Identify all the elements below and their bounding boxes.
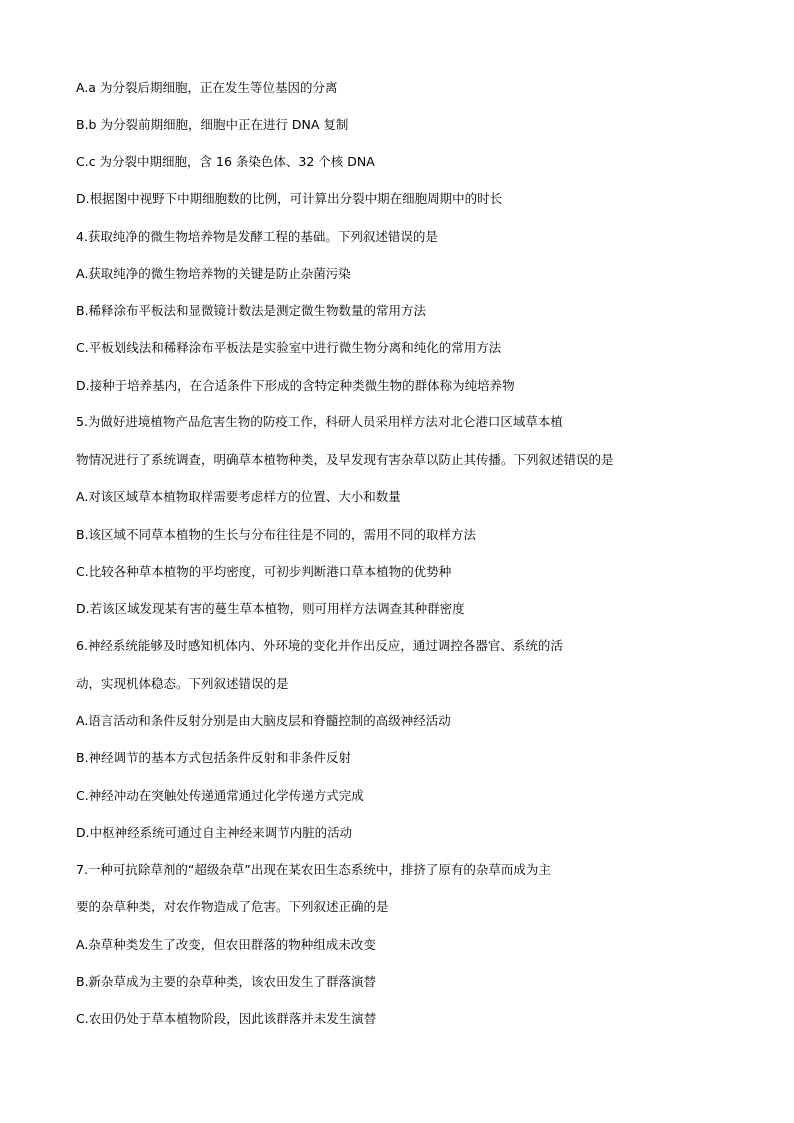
- option-7c: C.农田仍处于草本植物阶段，因此该群落并未发生演替: [76, 1011, 377, 1026]
- option-5a: A.对该区域草本植物取样需要考虑样方的位置、大小和数量: [76, 489, 401, 504]
- question-6-stem-line-1: 6.神经系统能够及时感知机体内、外环境的变化并作出反应，通过调控各器官、系统的活: [76, 638, 563, 653]
- question-4-stem: 4.获取纯净的微生物培养物是发酵工程的基础。下列叙述错误的是: [76, 229, 438, 244]
- option-6c: C.神经冲动在突触处传递通常通过化学传递方式完成: [76, 788, 364, 803]
- option-4c: C.平板划线法和稀释涂布平板法是实验室中进行微生物分离和纯化的常用方法: [76, 340, 502, 355]
- question-7-stem-line-2: 要的杂草种类，对农作物造成了危害。下列叙述正确的是: [76, 899, 389, 914]
- option-5c: C.比较各种草本植物的平均密度，可初步判断港口草本植物的优势种: [76, 564, 452, 579]
- option-5b: B.该区域不同草本植物的生长与分布往往是不同的，需用不同的取样方法: [76, 527, 477, 542]
- question-5-stem-line-1: 5.为做好进境植物产品危害生物的防疫工作，科研人员采用样方法对北仑港口区域草本植: [76, 414, 563, 429]
- option-6d: D.中枢神经系统可通过自主神经来调节内脏的活动: [76, 825, 353, 840]
- option-4d: D.接种于培养基内，在合适条件下形成的含特定种类微生物的群体称为纯培养物: [76, 378, 515, 393]
- option-6a: A.语言活动和条件反射分别是由大脑皮层和脊髓控制的高级神经活动: [76, 713, 451, 728]
- question-6-stem-line-2: 动，实现机体稳态。下列叙述错误的是: [76, 676, 289, 691]
- option-7a: A.杂草种类发生了改变，但农田群落的物种组成未改变: [76, 937, 376, 952]
- option-7b: B.新杂草成为主要的杂草种类，该农田发生了群落演替: [76, 974, 377, 989]
- option-3b: B.b 为分裂前期细胞，细胞中正在进行 DNA 复制: [76, 117, 349, 132]
- question-7-stem-line-1: 7.一种可抗除草剂的“超级杂草”出现在某农田生态系统中，排挤了原有的杂草而成为主: [76, 862, 551, 877]
- option-4a: A.获取纯净的微生物培养物的关键是防止杂菌污染: [76, 266, 351, 281]
- option-3a: A.a 为分裂后期细胞，正在发生等位基因的分离: [76, 80, 338, 95]
- option-3c: C.c 为分裂中期细胞，含 16 条染色体、32 个核 DNA: [76, 154, 375, 169]
- option-4b: B.稀释涂布平板法和显微镜计数法是测定微生物数量的常用方法: [76, 303, 427, 318]
- option-6b: B.神经调节的基本方式包括条件反射和非条件反射: [76, 750, 352, 765]
- option-5d: D.若该区域发现某有害的蔓生草本植物，则可用样方法调查其种群密度: [76, 601, 465, 616]
- question-5-stem-line-2: 物情况进行了系统调查，明确草本植物种类，及早发现有害杂草以防止其传播。下列叙述错误的是: [76, 452, 614, 467]
- option-3d: D.根据图中视野下中期细胞数的比例，可计算出分裂中期在细胞周期中的时长: [76, 191, 503, 206]
